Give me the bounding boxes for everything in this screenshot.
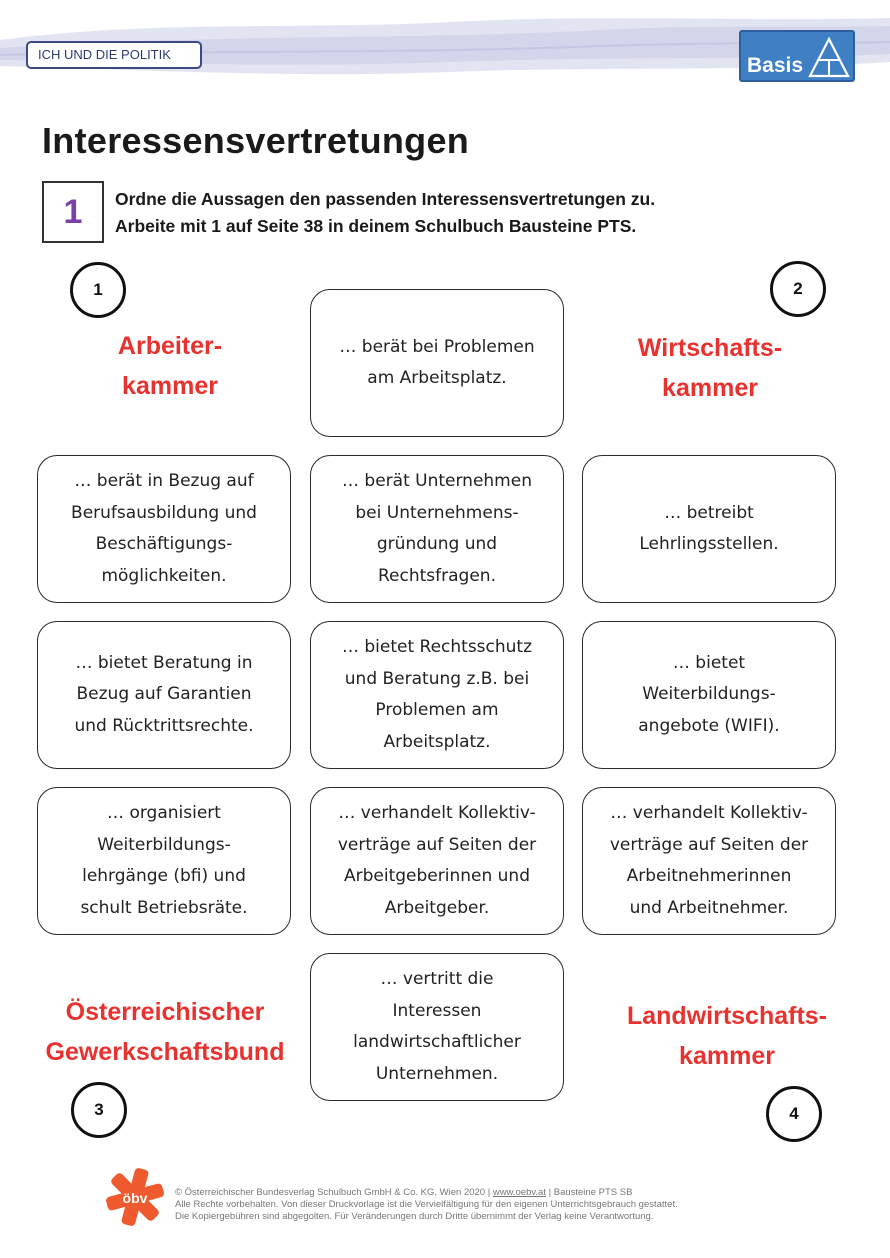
statement-card[interactable] — [37, 621, 291, 769]
task-instruction — [115, 186, 655, 240]
statement-card[interactable] — [310, 455, 564, 603]
org-number-circle-4: 4 — [766, 1086, 822, 1142]
level-badge — [739, 30, 855, 82]
footer-line: Die Kopiergebühren sind abgegolten. Für Veränderungen durch Dritte übernimmt der Verlag keine Verantwortung. — [175, 1211, 654, 1222]
page-title: Interessensvertretungen — [42, 120, 470, 161]
statement-card[interactable] — [582, 621, 836, 769]
statement-card[interactable] — [37, 787, 291, 935]
statement-card[interactable] — [310, 953, 564, 1101]
statement-card[interactable] — [582, 455, 836, 603]
statement-text: … verhandelt Kollektiv- verträge auf Seiten der Arbeitgeberinnen und Arbeitgeber. — [337, 803, 537, 918]
statement-text: … vertritt die Interessen landwirtschaftlicher Unternehmen. — [353, 969, 521, 1084]
org-name-gewerkschaftsbund: Österreichischer Gewerkschaftsbund — [45, 998, 285, 1066]
org-name-wirtschaftskammer: Wirtschafts- kammer — [637, 334, 783, 402]
statement-card[interactable] — [582, 787, 836, 935]
statement-text: … bietet Weiterbildungs- angebote (WIFI). — [638, 652, 780, 736]
footer-line: Alle Rechte vorbehalten. Von dieser Druckvorlage ist die Vervielfältigung für den eigenen Unterrichtsgebrauch gestattet. — [175, 1199, 678, 1210]
statement-text: … verhandelt Kollektiv- verträge auf Seiten der Arbeitnehmerinnen und Arbeitnehmer. — [609, 803, 809, 918]
org-number-circle-2: 2 — [770, 261, 826, 317]
task-number: 1 — [42, 181, 104, 243]
statement-text: … bietet Rechtsschutz und Beratung z.B. bei Problemen am Arbeitsplatz. — [341, 637, 533, 752]
publisher-logo-text: öbv — [122, 1190, 148, 1206]
statement-text: … organisiert Weiterbildungs- lehrgänge (bfi) und schult Betriebsräte. — [80, 803, 248, 918]
task-instruction-line: Ordne die Aussagen den passenden Interessensvertretungen zu. — [115, 189, 656, 209]
level-pyramid-icon — [807, 36, 851, 80]
statement-text: … betreibt Lehrlingsstellen. — [639, 502, 779, 554]
org-name-landwirtschaftskammer: Landwirtschafts- kammer — [626, 1002, 828, 1070]
statement-text: … berät in Bezug auf Berufsausbildung und Beschäftigungs- möglichkeiten. — [71, 471, 257, 586]
statement-card[interactable] — [37, 455, 291, 603]
org-number-circle-3: 3 — [71, 1082, 127, 1138]
footer-line: © Österreichischer Bundesverlag Schulbuch GmbH & Co. KG, Wien 2020 | www.oebv.at | Bausteine PTS SB — [175, 1187, 633, 1198]
org-number-circle-1: 1 — [70, 262, 126, 318]
publisher-link[interactable]: www.oebv.at — [492, 1187, 546, 1198]
publisher-logo — [104, 1166, 166, 1228]
statement-text: … bietet Beratung in Bezug auf Garantien und Rücktrittsrechte. — [74, 652, 254, 736]
task-instruction-line: Arbeite mit 1 auf Seite 38 in deinem Schulbuch Bausteine PTS. — [115, 216, 637, 236]
statement-card[interactable] — [310, 621, 564, 769]
section-tag: ICH UND DIE POLITIK — [26, 41, 202, 69]
org-name-arbeiterkammer: Arbeiter- kammer — [117, 332, 223, 400]
level-badge-label: Basis — [747, 54, 804, 77]
statement-text: … berät Unternehmen bei Unternehmens- gründung und Rechtsfragen. — [342, 471, 532, 586]
footer-copyright — [175, 1187, 678, 1223]
statement-text: … berät bei Problemen am Arbeitsplatz. — [339, 336, 535, 388]
statement-card[interactable] — [310, 289, 564, 437]
statement-card[interactable] — [310, 787, 564, 935]
